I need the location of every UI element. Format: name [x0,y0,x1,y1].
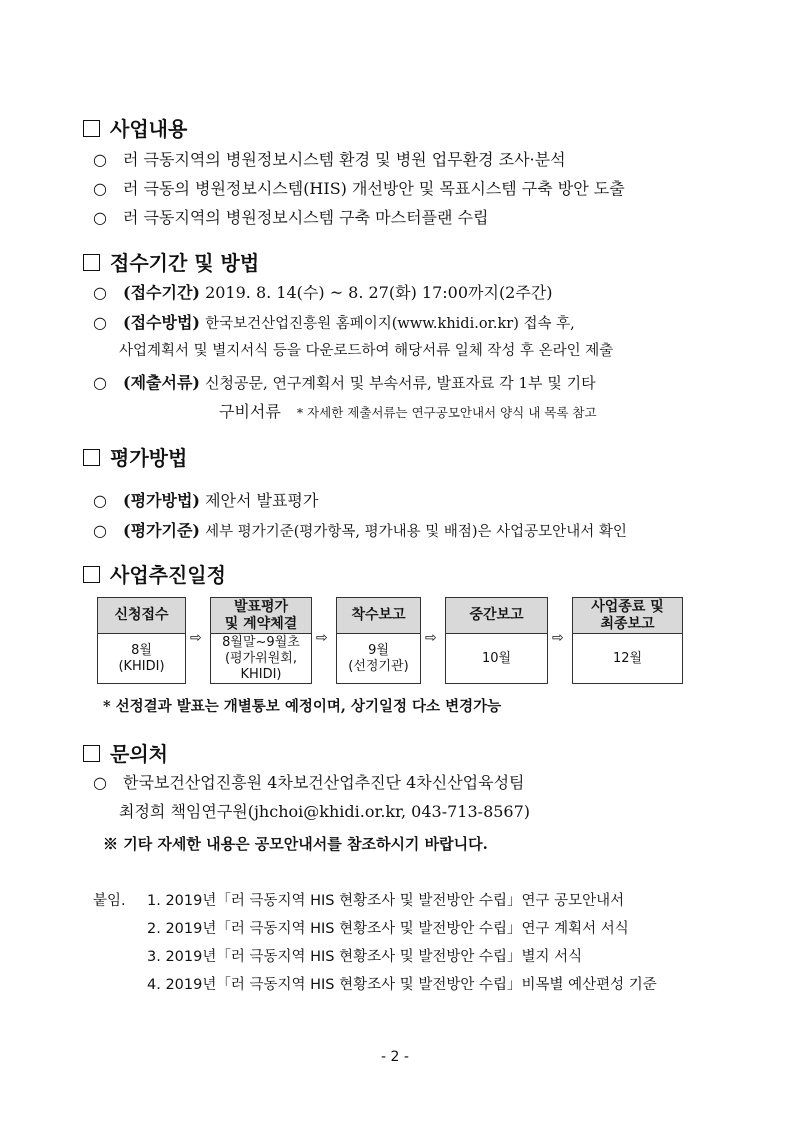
arrow-right-icon: ⇨ [552,630,564,646]
list-item: ○ 러 극동지역의 병원정보시스템 환경 및 병원 업무환경 조사·분석 [93,150,566,169]
attachment-item: 1. 2019년「러 극동지역 HIS 현황조사 및 발전방안 수립」연구 공모안내서 [147,893,625,909]
arrow-right-icon: ⇨ [190,630,202,646]
section-heading-application: 접수기간 및 방법 [83,247,259,276]
flow-step-header: 발표평가 및 계약체결 [210,597,312,634]
page-number: - 2 - [381,1049,409,1065]
list-item-continuation: 사업계획서 및 별지서식 등을 다운로드하여 해당서류 일체 작성 후 온라인 제출 [119,343,614,359]
contact-line: 최정희 책임연구원(jhchoi@khidi.or.kr, 043-713-8567) [119,802,531,821]
schedule-note: * 선정결과 발표는 개별통보 예정이며, 상기일정 다소 변경가능 [103,698,502,715]
list-item: ○ 러 극동의 병원정보시스템(HIS) 개선방안 및 목표시스템 구축 방안 도출 [93,179,625,198]
attachments-label: 붙임. [93,893,126,909]
list-item: ○ (접수기간) 2019. 8. 14(수) ~ 8. 27(화) 17:00까지(2주간) [93,283,553,302]
section-heading-business: 사업내용 [83,113,187,142]
attachment-item: 3. 2019년「러 극동지역 HIS 현황조사 및 발전방안 수립」별지 서식 [147,949,583,965]
arrow-right-icon: ⇨ [425,630,437,646]
list-item: ○ (평가방법) 제안서 발표평가 [93,491,319,510]
section-heading-schedule: 사업추진일정 [83,559,226,588]
flow-step-header: 신청접수 [97,597,186,634]
list-item: ○ (접수방법) 한국보건산업진흥원 홈페이지(www.khidi.or.kr) 접속 후, [93,313,575,332]
section-heading-evaluation: 평가방법 [83,442,187,471]
flow-step-body: 10월 [445,633,548,684]
list-item: ○ (평가기준) 세부 평가기준(평가항목, 평가내용 및 배점)은 사업공모안내서 확인 [93,521,627,540]
attachment-item: 4. 2019년「러 극동지역 HIS 현황조사 및 발전방안 수립」비목별 예산편성 기준 [147,977,657,993]
flow-step-header: 사업종료 및 최종보고 [572,597,683,634]
flow-step-body: 8월 (KHIDI) [97,633,186,684]
list-item: ○ 러 극동지역의 병원정보시스템 구축 마스터플랜 수립 [93,208,489,227]
flow-step-body: 9월 (선정기관) [336,633,421,684]
flow-step-header: 중간보고 [445,597,548,634]
flow-step-body: 12월 [572,633,683,684]
attachment-item: 2. 2019년「러 극동지역 HIS 현황조사 및 발전방안 수립」연구 계획서 서식 [147,921,629,937]
list-item-continuation: 구비서류 * 자세한 제출서류는 연구공모안내서 양식 내 목록 참고 [219,402,597,421]
flow-step-header: 착수보고 [336,597,421,634]
notice-text: ※ 기타 자세한 내용은 공모안내서를 참조하시기 바랍니다. [103,835,488,853]
section-heading-contact: 문의처 [83,738,168,767]
contact-line: ○ 한국보건산업진흥원 4차보건산업추진단 4차신산업육성팀 [93,773,525,792]
arrow-right-icon: ⇨ [316,630,328,646]
flow-step-body: 8월말~9월초 (평가위원회, KHIDI) [210,633,312,684]
list-item: ○ (제출서류) 신청공문, 연구계획서 및 부속서류, 발표자료 각 1부 및 기타 [93,373,596,392]
